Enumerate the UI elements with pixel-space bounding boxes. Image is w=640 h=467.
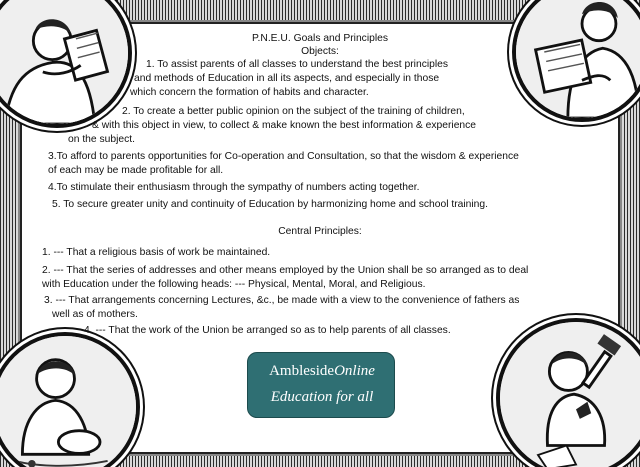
central-principles-heading: Central Principles:: [278, 226, 362, 237]
logo-brand-a: Ambleside: [269, 363, 335, 379]
logo-brand: [248, 363, 396, 380]
object-3-line-2: of each may be made profitable for all.: [48, 165, 224, 176]
object-3-line-1: 3.To afford to parents opportunities for Co-operation and Consultation, so that the wisdom & experience: [48, 151, 519, 162]
principle-3-line-2: well as of mothers.: [52, 309, 138, 320]
object-1-line-3: which concern the formation of habits and character.: [130, 87, 369, 98]
objects-heading: Objects:: [301, 46, 339, 57]
object-2-line-2: & with this object in view, to collect & make known the best information & experience: [92, 120, 477, 131]
principle-3-line-1: 3. --- That arrangements concerning Lectures, &c., be made with a view to the convenience of fathers as: [44, 295, 520, 306]
object-5-line-1: 5. To secure greater unity and continuity of Education by harmonizing home and school training.: [52, 199, 488, 210]
object-2-line-1: 2. To create a better public opinion on the subject of the training of children,: [122, 106, 465, 117]
principle-2-line-1: 2. --- That the series of addresses and other means employed by the Union shall be so arranged as to deal: [42, 265, 529, 276]
principle-4-line-1: 4. --- That the work of the Union be arranged so as to help parents of all classes.: [84, 325, 451, 336]
logo-tagline: Education for all: [270, 389, 374, 405]
ambleside-online-logo[interactable]: [247, 352, 395, 418]
principle-1-line-1: 1. --- That a religious basis of work be maintained.: [42, 247, 271, 258]
object-1-line-1: 1. To assist parents of all classes to understand the best principles: [146, 59, 449, 70]
object-2-line-3: on the subject.: [68, 134, 135, 145]
page-title: P.N.E.U. Goals and Principles: [251, 33, 389, 44]
logo-brand-b: Online: [334, 363, 375, 379]
object-4-line-1: 4.To stimulate their enthusiasm through the sympathy of numbers acting together.: [48, 182, 420, 193]
principle-2-line-2: with Education under the following heads: --- Physical, Mental, Moral, and Religious.: [42, 279, 426, 290]
object-1-line-2: and methods of Education in all its aspects, and especially in those: [134, 73, 440, 84]
